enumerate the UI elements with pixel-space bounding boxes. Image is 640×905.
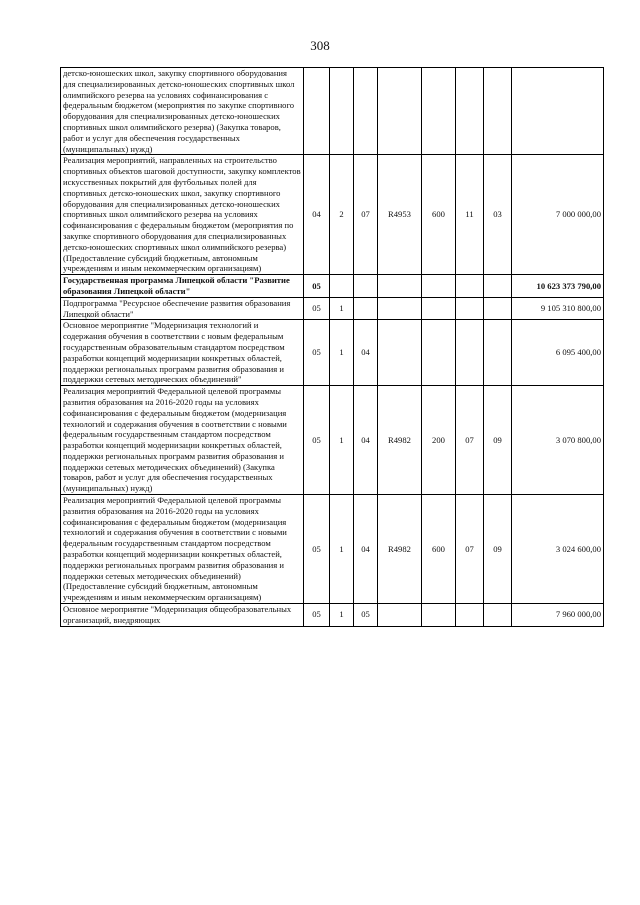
activity-code <box>354 68 378 155</box>
section-code: 11 <box>456 155 484 275</box>
table-row <box>61 68 604 155</box>
section-code <box>456 604 484 627</box>
table-row <box>61 297 604 320</box>
subsection-code: 03 <box>484 155 512 275</box>
expense-type-code: 600 <box>422 495 456 604</box>
program-code: 05 <box>304 275 330 298</box>
program-code <box>304 68 330 155</box>
subprogram-code: 1 <box>330 495 354 604</box>
table-row <box>61 386 604 495</box>
table-body <box>61 68 604 627</box>
table-row <box>61 320 604 386</box>
program-code: 05 <box>304 320 330 386</box>
target-article-code <box>378 68 422 155</box>
section-code <box>456 320 484 386</box>
program-code: 04 <box>304 155 330 275</box>
program-code: 05 <box>304 604 330 627</box>
subsection-code <box>484 275 512 298</box>
subprogram-code <box>330 275 354 298</box>
expense-type-code <box>422 320 456 386</box>
activity-code: 07 <box>354 155 378 275</box>
activity-code: 04 <box>354 386 378 495</box>
target-article-code: R4982 <box>378 386 422 495</box>
amount-value: 10 623 373 790,00 <box>512 275 604 298</box>
row-description: Государственная программа Липецкой области "Развитие образования Липецкой области" <box>61 275 304 298</box>
subsection-code <box>484 297 512 320</box>
budget-table <box>60 67 604 627</box>
target-article-code <box>378 297 422 320</box>
target-article-code: R4982 <box>378 495 422 604</box>
table-row <box>61 275 604 298</box>
section-code <box>456 68 484 155</box>
row-description: Реализация мероприятий Федеральной целевой программы развития образования на 2016-2020 годы на условиях софинансирования с федеральным бюджетом (модернизация технологий и содержания обучения в соответствии с новыми федеральным государственным стандартом посредством разработки концепций модернизации конкретных областей, поддержки региональных программ развития образования и поддержки сетевых методических объединений) (Предоставление субсидий бюджетным, автономным учреждениям и иным некоммерческим организациям) <box>61 495 304 604</box>
table-row <box>61 604 604 627</box>
subprogram-code: 1 <box>330 320 354 386</box>
subprogram-code <box>330 68 354 155</box>
table-row <box>61 155 604 275</box>
expense-type-code <box>422 275 456 298</box>
expense-type-code <box>422 68 456 155</box>
amount-value: 7 960 000,00 <box>512 604 604 627</box>
section-code <box>456 297 484 320</box>
activity-code: 04 <box>354 320 378 386</box>
activity-code <box>354 275 378 298</box>
subsection-code: 09 <box>484 495 512 604</box>
subprogram-code: 1 <box>330 604 354 627</box>
subsection-code: 09 <box>484 386 512 495</box>
expense-type-code <box>422 297 456 320</box>
target-article-code <box>378 320 422 386</box>
program-code: 05 <box>304 386 330 495</box>
expense-type-code <box>422 604 456 627</box>
page-number: 308 <box>310 38 330 53</box>
subprogram-code: 1 <box>330 297 354 320</box>
expense-type-code: 200 <box>422 386 456 495</box>
section-code: 07 <box>456 495 484 604</box>
activity-code: 05 <box>354 604 378 627</box>
section-code: 07 <box>456 386 484 495</box>
amount-value: 7 000 000,00 <box>512 155 604 275</box>
activity-code: 04 <box>354 495 378 604</box>
program-code: 05 <box>304 495 330 604</box>
subsection-code <box>484 68 512 155</box>
program-code: 05 <box>304 297 330 320</box>
row-description: Подпрограмма "Ресурсное обеспечение развития образования Липецкой области" <box>61 297 304 320</box>
row-description: Реализация мероприятий, направленных на строительство спортивных объектов шаговой доступности, закупку комплектов искусственных покрытий для футбольных полей для спортивных детско-юношеских школ, закупку спортивного оборудования для специализированных детско-юношеских спортивных школ олимпийского резерва на условиях софинансирования с федеральным бюджетом (мероприятия по закупке спортивного оборудования для специализированных детско-юношеских спортивных школ олимпийского резерва) (Предоставление субсидий бюджетным, автономным учреждениям и иным некоммерческим организациям) <box>61 155 304 275</box>
subprogram-code: 1 <box>330 386 354 495</box>
row-description: Реализация мероприятий Федеральной целевой программы развития образования на 2016-2020 годы на условиях софинансирования с федеральным бюджетом (модернизация технологий и содержания обучения в соответствии с новыми федеральным государственным стандартом посредством разработки концепций модернизации конкретных областей, поддержки региональных программ развития образования и поддержки сетевых методических объединений) (Закупка товаров, работ и услуг для обеспечения государственных (муниципальных) нужд) <box>61 386 304 495</box>
row-description: Основное мероприятие "Модернизация технологий и содержания обучения в соответствии с новым федеральным государственным образовательным стандартом посредством разработки концепций модернизации конкретных областей, поддержки региональных программ развития образования и поддержки сетевых методических объединений" <box>61 320 304 386</box>
amount-value: 3 024 600,00 <box>512 495 604 604</box>
subprogram-code: 2 <box>330 155 354 275</box>
amount-value: 3 070 800,00 <box>512 386 604 495</box>
target-article-code: R4953 <box>378 155 422 275</box>
section-code <box>456 275 484 298</box>
table-row <box>61 495 604 604</box>
amount-value: 9 105 310 800,00 <box>512 297 604 320</box>
subsection-code <box>484 604 512 627</box>
amount-value <box>512 68 604 155</box>
row-description: детско-юношеских школ, закупку спортивного оборудования для специализированных детско-юношеских спортивных школ олимпийского резерва на условиях софинансирования с федеральным бюджетом (мероприятия по закупке спортивного оборудования для специализированных детско-юношеских спортивных школ олимпийского резерва) (Закупка товаров, работ и услуг для обеспечения государственных (муниципальных) нужд) <box>61 68 304 155</box>
target-article-code <box>378 275 422 298</box>
amount-value: 6 095 400,00 <box>512 320 604 386</box>
subsection-code <box>484 320 512 386</box>
row-description: Основное мероприятие "Модернизация общеобразовательных организаций, внедряющих <box>61 604 304 627</box>
activity-code <box>354 297 378 320</box>
expense-type-code: 600 <box>422 155 456 275</box>
target-article-code <box>378 604 422 627</box>
